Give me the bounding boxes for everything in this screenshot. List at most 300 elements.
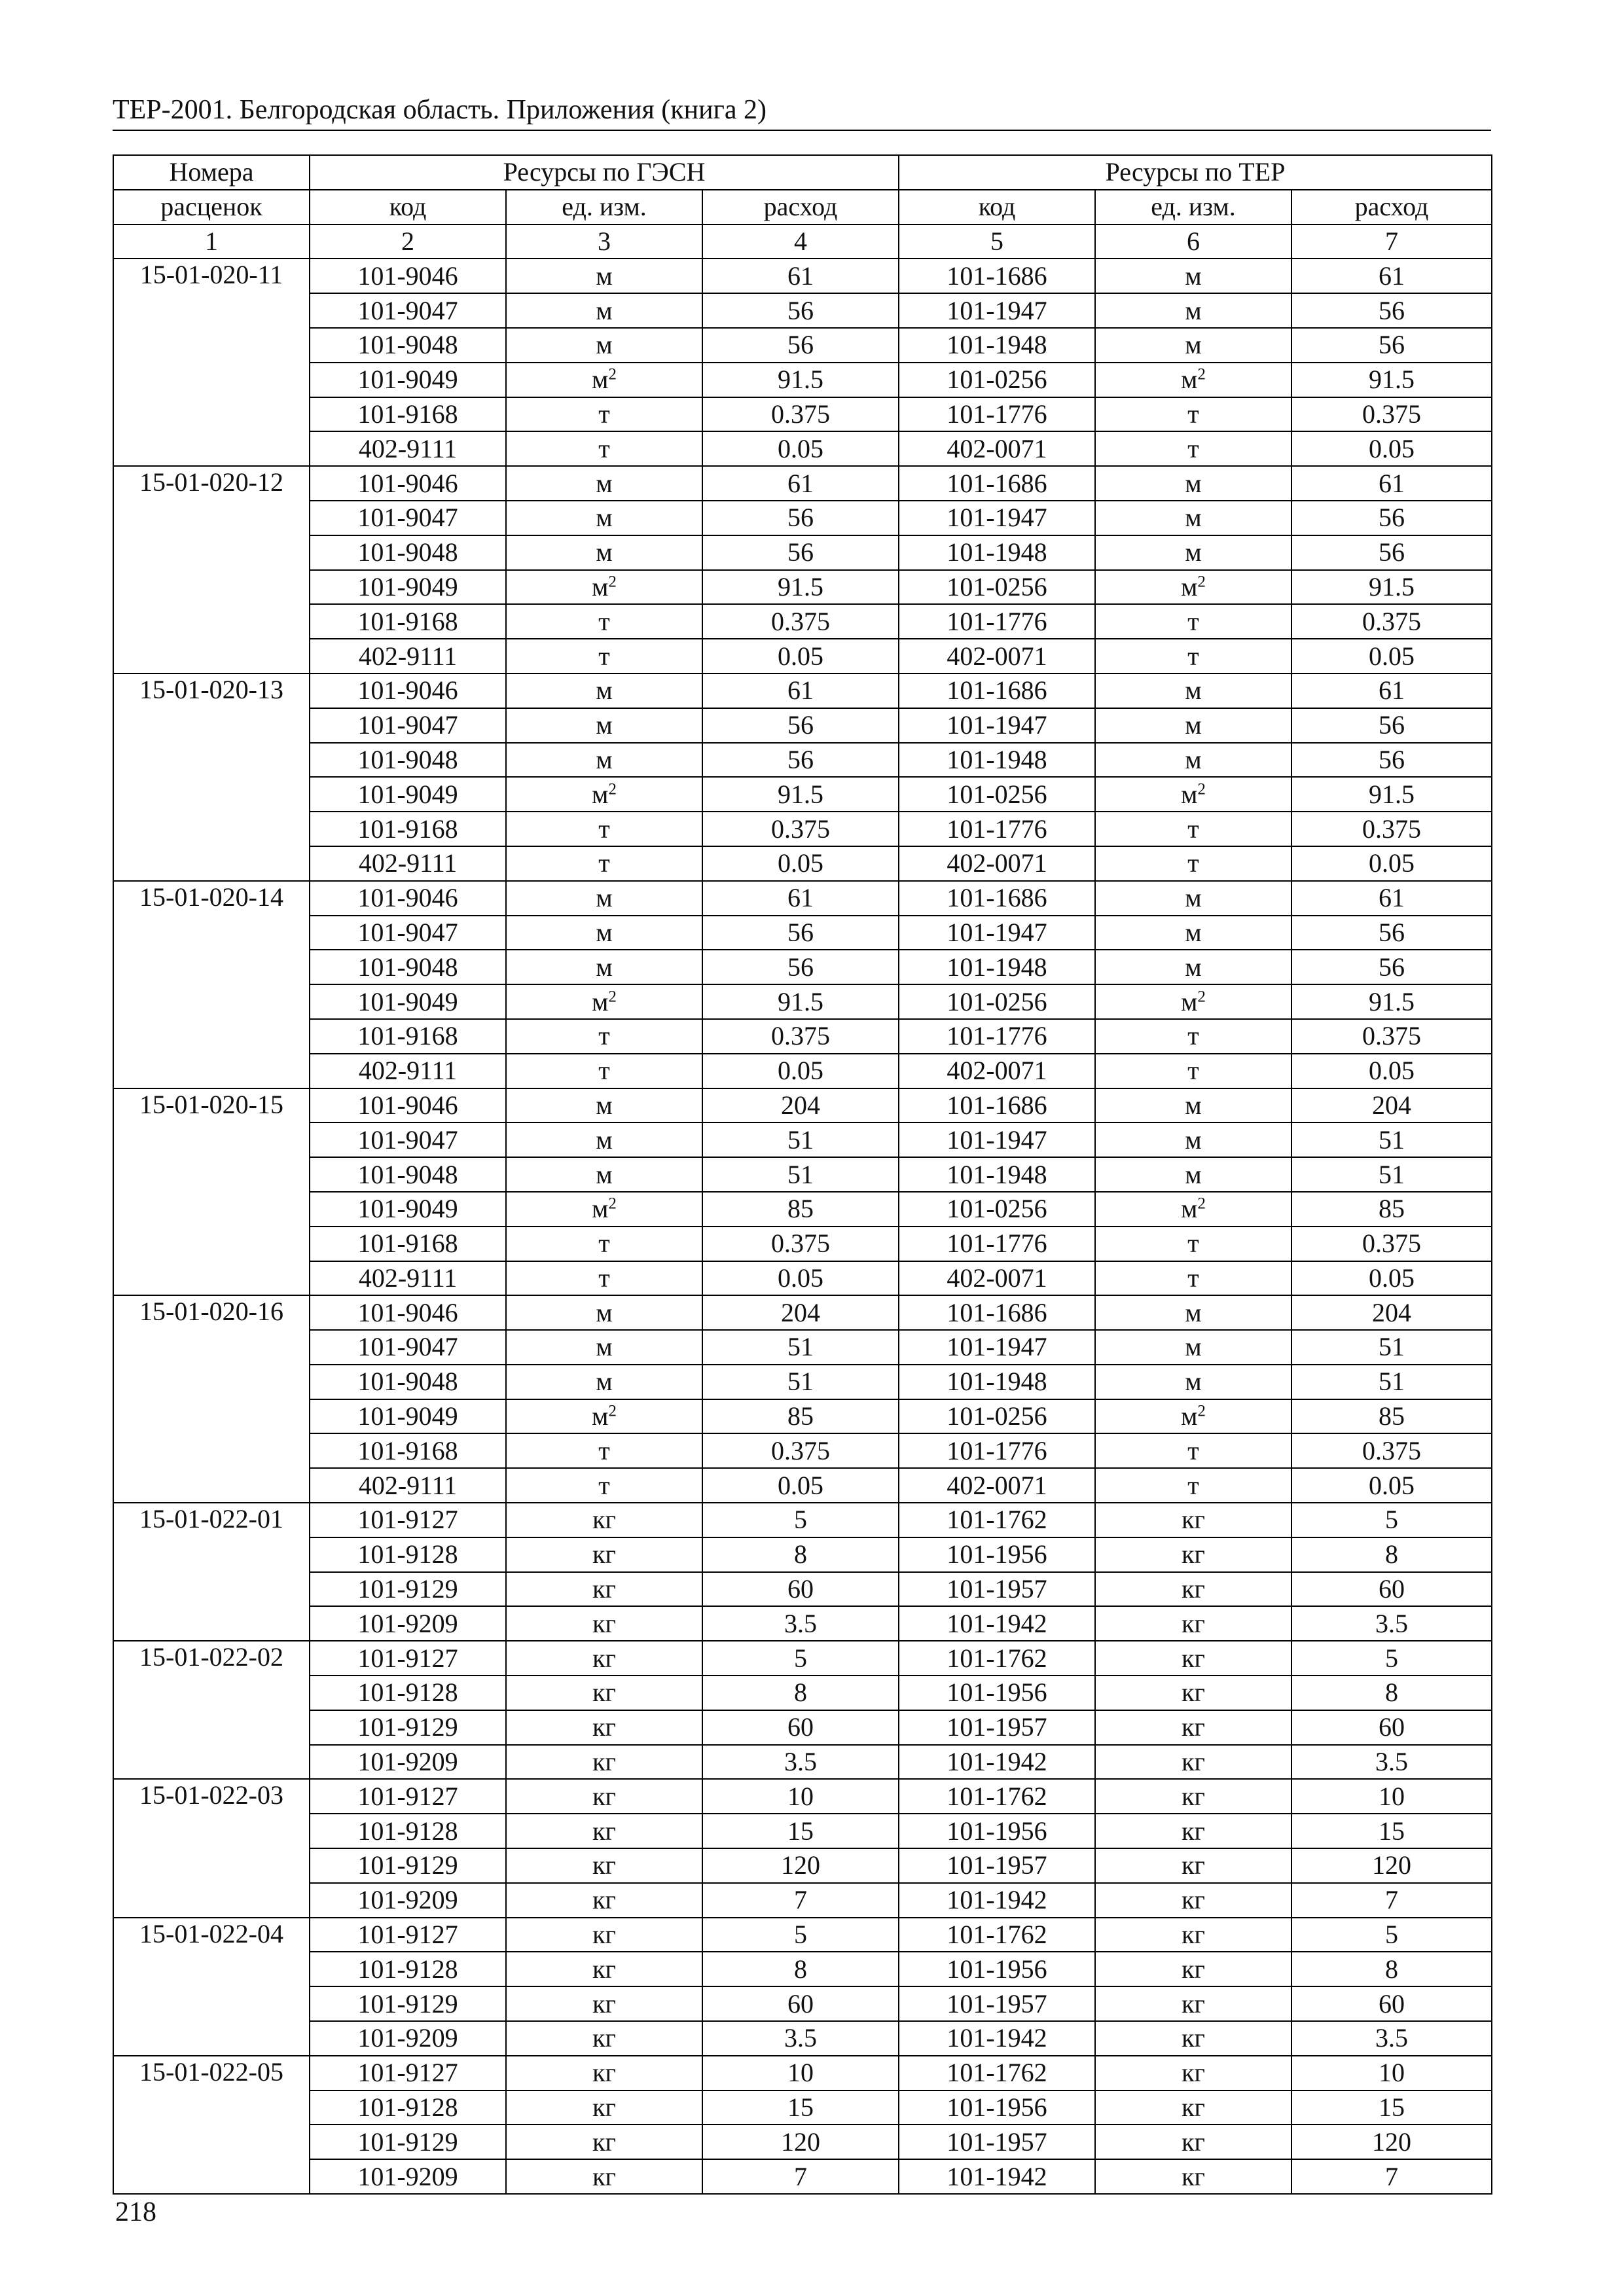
ter-unit-cell: м: [1095, 1330, 1291, 1365]
gesn-amount-cell: 61: [702, 259, 899, 293]
gesn-code-cell: 101-9168: [310, 397, 506, 432]
table-row: [113, 673, 1492, 708]
ter-unit-cell: кг: [1095, 1918, 1291, 1952]
ter-amount-cell: 0.05: [1291, 846, 1492, 881]
gesn-code-cell: 101-9049: [310, 1192, 506, 1227]
ter-amount-cell: 0.05: [1291, 1054, 1492, 1088]
ter-unit-cell: кг: [1095, 2021, 1291, 2056]
table-row: [113, 812, 1492, 846]
ter-code-cell: 101-0256: [899, 1192, 1095, 1227]
gesn-code-cell: 101-9049: [310, 570, 506, 605]
ter-code-cell: 101-1762: [899, 1641, 1095, 1676]
gesn-code-cell: 101-9046: [310, 881, 506, 916]
ter-amount-cell: 61: [1291, 259, 1492, 293]
ter-unit-cell: кг: [1095, 1606, 1291, 1641]
gesn-amount-cell: 0.05: [702, 1054, 899, 1088]
gesn-amount-cell: 91.5: [702, 984, 899, 1019]
ter-code-cell: 101-1942: [899, 1606, 1095, 1641]
gesn-unit-cell: м: [506, 916, 702, 950]
ter-amount-cell: 51: [1291, 1365, 1492, 1399]
header-gesn: Ресурсы по ГЭСН: [310, 155, 899, 190]
gesn-code-cell: 101-9047: [310, 293, 506, 328]
ter-code-cell: 101-1942: [899, 1745, 1095, 1780]
table-row: [113, 1883, 1492, 1918]
gesn-code-cell: 402-9111: [310, 431, 506, 466]
ter-unit-cell: м: [1095, 466, 1291, 501]
ter-unit-cell: т: [1095, 604, 1291, 639]
table-row: [113, 916, 1492, 950]
gesn-unit-cell: м: [506, 466, 702, 501]
gesn-unit-cell: т: [506, 1019, 702, 1054]
ter-code-cell: 101-1686: [899, 466, 1095, 501]
gesn-unit-cell: т: [506, 1433, 702, 1468]
gesn-amount-cell: 0.05: [702, 846, 899, 881]
ter-unit-cell: т: [1095, 1468, 1291, 1503]
ter-amount-cell: 56: [1291, 328, 1492, 363]
gesn-code-cell: 101-9209: [310, 1745, 506, 1780]
gesn-unit-cell: $м^2$: [506, 984, 702, 1019]
ter-unit-cell: м: [1095, 1295, 1291, 1330]
gesn-amount-cell: 3.5: [702, 2021, 899, 2056]
gesn-code-cell: 101-9129: [310, 1848, 506, 1883]
ter-unit-cell: кг: [1095, 2125, 1291, 2159]
ter-code-cell: 101-1776: [899, 397, 1095, 432]
ter-code-cell: 101-1762: [899, 1779, 1095, 1814]
gesn-code-cell: 101-9048: [310, 743, 506, 778]
gesn-unit-cell: кг: [506, 1745, 702, 1780]
gesn-code-cell: 101-9128: [310, 2090, 506, 2125]
gesn-unit-cell: м: [506, 501, 702, 535]
ter-unit-cell: $м^2$: [1095, 984, 1291, 1019]
table-row: [113, 1122, 1492, 1157]
header-rascenok: расценок: [113, 190, 310, 224]
ter-amount-cell: 60: [1291, 1986, 1492, 2021]
header-ter: Ресурсы по ТЕР: [899, 155, 1492, 190]
gesn-code-cell: 101-9049: [310, 777, 506, 812]
table-row: [113, 1814, 1492, 1848]
ter-amount-cell: 85: [1291, 1192, 1492, 1227]
ter-amount-cell: 7: [1291, 2159, 1492, 2194]
ter-code-cell: 101-1948: [899, 328, 1095, 363]
ter-amount-cell: 0.05: [1291, 1261, 1492, 1296]
table-row: [113, 1986, 1492, 2021]
table-row: [113, 1641, 1492, 1676]
gesn-amount-cell: 204: [702, 1088, 899, 1123]
ter-code-cell: 101-1957: [899, 1848, 1095, 1883]
ter-amount-cell: 60: [1291, 1710, 1492, 1745]
gesn-amount-cell: 61: [702, 466, 899, 501]
gesn-unit-cell: м: [506, 259, 702, 293]
gesn-amount-cell: 56: [702, 535, 899, 570]
gesn-amount-cell: 10: [702, 1779, 899, 1814]
gesn-unit-cell: кг: [506, 1503, 702, 1537]
gesn-amount-cell: 51: [702, 1157, 899, 1192]
ter-unit-cell: кг: [1095, 1710, 1291, 1745]
table-row: [113, 2021, 1492, 2056]
gesn-amount-cell: 85: [702, 1192, 899, 1227]
gesn-amount-cell: 85: [702, 1399, 899, 1434]
ter-code-cell: 101-1947: [899, 501, 1095, 535]
ter-amount-cell: 10: [1291, 1779, 1492, 1814]
gesn-amount-cell: 0.375: [702, 604, 899, 639]
ter-code-cell: 101-1956: [899, 1814, 1095, 1848]
ter-amount-cell: 91.5: [1291, 570, 1492, 605]
ter-amount-cell: 0.375: [1291, 812, 1492, 846]
table-row: [113, 2056, 1492, 2090]
ter-code-cell: 402-0071: [899, 431, 1095, 466]
ter-unit-cell: $м^2$: [1095, 1399, 1291, 1434]
table-row: [113, 1572, 1492, 1607]
ter-amount-cell: 56: [1291, 708, 1492, 743]
ter-unit-cell: м: [1095, 708, 1291, 743]
gesn-code-cell: 101-9209: [310, 2021, 506, 2056]
ter-unit-cell: кг: [1095, 2056, 1291, 2090]
gesn-unit-cell: м: [506, 950, 702, 984]
table-row: [113, 1503, 1492, 1537]
ter-code-cell: 402-0071: [899, 1468, 1095, 1503]
gesn-amount-cell: 91.5: [702, 570, 899, 605]
gesn-unit-cell: т: [506, 604, 702, 639]
header-rashod: расход: [1291, 190, 1492, 224]
ter-code-cell: 101-1686: [899, 881, 1095, 916]
ter-unit-cell: м: [1095, 328, 1291, 363]
table-row: [113, 363, 1492, 397]
gesn-code-cell: 101-9168: [310, 1019, 506, 1054]
gesn-code-cell: 101-9046: [310, 1295, 506, 1330]
ter-amount-cell: 0.375: [1291, 1019, 1492, 1054]
ter-code-cell: 101-1948: [899, 535, 1095, 570]
gesn-unit-cell: $м^2$: [506, 363, 702, 397]
gesn-amount-cell: 0.05: [702, 639, 899, 673]
table-row: [113, 1365, 1492, 1399]
gesn-amount-cell: 51: [702, 1122, 899, 1157]
gesn-code-cell: 101-9127: [310, 1641, 506, 1676]
gesn-unit-cell: м: [506, 1088, 702, 1123]
ter-unit-cell: т: [1095, 431, 1291, 466]
ter-code-cell: 101-1957: [899, 1572, 1095, 1607]
table-row: [113, 501, 1492, 535]
gesn-amount-cell: 61: [702, 673, 899, 708]
ter-unit-cell: м: [1095, 1088, 1291, 1123]
ter-code-cell: 101-1957: [899, 1986, 1095, 2021]
ter-code-cell: 101-1948: [899, 950, 1095, 984]
ter-unit-cell: кг: [1095, 1814, 1291, 1848]
ter-code-cell: 101-1686: [899, 1088, 1095, 1123]
ter-code-cell: 101-1776: [899, 604, 1095, 639]
gesn-code-cell: 101-9047: [310, 916, 506, 950]
table-row: [113, 881, 1492, 916]
ter-amount-cell: 120: [1291, 1848, 1492, 1883]
page-number: 218: [115, 2197, 156, 2227]
column-number: 3: [506, 224, 702, 259]
table-row: [113, 1848, 1492, 1883]
gesn-unit-cell: т: [506, 1468, 702, 1503]
ter-code-cell: 101-1942: [899, 2159, 1095, 2194]
ter-unit-cell: кг: [1095, 1641, 1291, 1676]
ter-amount-cell: 61: [1291, 881, 1492, 916]
ter-amount-cell: 0.375: [1291, 1433, 1492, 1468]
ter-unit-cell: м: [1095, 881, 1291, 916]
column-number: 4: [702, 224, 899, 259]
gesn-code-cell: 101-9168: [310, 1227, 506, 1261]
ter-unit-cell: $м^2$: [1095, 570, 1291, 605]
gesn-amount-cell: 56: [702, 950, 899, 984]
gesn-unit-cell: кг: [506, 2159, 702, 2194]
gesn-unit-cell: кг: [506, 1676, 702, 1710]
ter-unit-cell: м: [1095, 259, 1291, 293]
ter-code-cell: 101-0256: [899, 1399, 1095, 1434]
gesn-code-cell: 101-9127: [310, 1779, 506, 1814]
ter-code-cell: 101-1957: [899, 1710, 1095, 1745]
ter-code-cell: 101-1776: [899, 1227, 1095, 1261]
ter-amount-cell: 0.375: [1291, 604, 1492, 639]
ter-amount-cell: 0.375: [1291, 397, 1492, 432]
gesn-amount-cell: 61: [702, 881, 899, 916]
table-row: [113, 1433, 1492, 1468]
ter-amount-cell: 15: [1291, 2090, 1492, 2125]
ter-code-cell: 402-0071: [899, 639, 1095, 673]
ter-code-cell: 101-1947: [899, 1122, 1095, 1157]
table-row: [113, 1261, 1492, 1296]
ter-code-cell: 101-1762: [899, 1918, 1095, 1952]
ter-amount-cell: 61: [1291, 673, 1492, 708]
ter-amount-cell: 85: [1291, 1399, 1492, 1434]
table-row: [113, 2125, 1492, 2159]
table-row: [113, 950, 1492, 984]
ter-code-cell: 101-0256: [899, 570, 1095, 605]
gesn-amount-cell: 91.5: [702, 363, 899, 397]
gesn-unit-cell: кг: [506, 2090, 702, 2125]
gesn-code-cell: 101-9048: [310, 535, 506, 570]
gesn-unit-cell: т: [506, 812, 702, 846]
gesn-amount-cell: 5: [702, 1641, 899, 1676]
header-ed: ед. изм.: [506, 190, 702, 224]
gesn-unit-cell: кг: [506, 1606, 702, 1641]
ter-amount-cell: 56: [1291, 501, 1492, 535]
ter-code-cell: 101-1948: [899, 1365, 1095, 1399]
ter-unit-cell: кг: [1095, 1986, 1291, 2021]
table-row: [113, 431, 1492, 466]
gesn-unit-cell: $м^2$: [506, 570, 702, 605]
gesn-amount-cell: 0.05: [702, 1468, 899, 1503]
header-row-2: [113, 190, 1492, 224]
ter-code-cell: 101-1686: [899, 259, 1095, 293]
table-row: [113, 1227, 1492, 1261]
gesn-unit-cell: кг: [506, 2056, 702, 2090]
gesn-code-cell: 101-9127: [310, 1918, 506, 1952]
table-row: [113, 777, 1492, 812]
gesn-amount-cell: 7: [702, 1883, 899, 1918]
ter-unit-cell: кг: [1095, 1676, 1291, 1710]
table-row: [113, 570, 1492, 605]
ter-unit-cell: кг: [1095, 1745, 1291, 1780]
ter-amount-cell: 5: [1291, 1641, 1492, 1676]
ter-code-cell: 101-1947: [899, 916, 1095, 950]
rate-number-cell: 15-01-020-15: [113, 1088, 310, 1296]
ter-unit-cell: м: [1095, 673, 1291, 708]
resources-table: [113, 154, 1492, 2195]
gesn-unit-cell: м: [506, 1157, 702, 1192]
gesn-code-cell: 402-9111: [310, 1261, 506, 1296]
header-nomera: Номера: [113, 155, 310, 190]
gesn-code-cell: 101-9047: [310, 1330, 506, 1365]
column-number-row: [113, 224, 1492, 259]
ter-unit-cell: т: [1095, 1054, 1291, 1088]
gesn-code-cell: 101-9047: [310, 501, 506, 535]
rate-number-cell: 15-01-020-12: [113, 466, 310, 673]
gesn-code-cell: 101-9129: [310, 2125, 506, 2159]
column-number: 2: [310, 224, 506, 259]
table-row: [113, 1157, 1492, 1192]
gesn-unit-cell: кг: [506, 1918, 702, 1952]
gesn-unit-cell: $м^2$: [506, 1399, 702, 1434]
gesn-code-cell: 402-9111: [310, 639, 506, 673]
ter-unit-cell: м: [1095, 743, 1291, 778]
ter-unit-cell: кг: [1095, 2159, 1291, 2194]
ter-unit-cell: т: [1095, 1261, 1291, 1296]
gesn-amount-cell: 15: [702, 1814, 899, 1848]
gesn-unit-cell: кг: [506, 1952, 702, 1986]
ter-amount-cell: 0.05: [1291, 431, 1492, 466]
table-row: [113, 1710, 1492, 1745]
ter-code-cell: 101-1948: [899, 743, 1095, 778]
gesn-amount-cell: 15: [702, 2090, 899, 2125]
ter-amount-cell: 0.05: [1291, 639, 1492, 673]
table-row: [113, 1745, 1492, 1780]
ter-amount-cell: 51: [1291, 1157, 1492, 1192]
gesn-code-cell: 101-9128: [310, 1537, 506, 1572]
ter-unit-cell: м: [1095, 950, 1291, 984]
gesn-unit-cell: т: [506, 1261, 702, 1296]
gesn-amount-cell: 51: [702, 1365, 899, 1399]
gesn-unit-cell: кг: [506, 2125, 702, 2159]
rate-number-cell: 15-01-020-11: [113, 259, 310, 466]
gesn-amount-cell: 7: [702, 2159, 899, 2194]
gesn-amount-cell: 60: [702, 1986, 899, 2021]
gesn-amount-cell: 8: [702, 1537, 899, 1572]
ter-unit-cell: т: [1095, 397, 1291, 432]
gesn-code-cell: 101-9129: [310, 1572, 506, 1607]
gesn-code-cell: 101-9048: [310, 1157, 506, 1192]
gesn-code-cell: 101-9127: [310, 1503, 506, 1537]
table-row: [113, 466, 1492, 501]
table-row: [113, 1295, 1492, 1330]
ter-amount-cell: 204: [1291, 1088, 1492, 1123]
table-row: [113, 1537, 1492, 1572]
gesn-code-cell: 101-9209: [310, 2159, 506, 2194]
ter-unit-cell: м: [1095, 916, 1291, 950]
ter-amount-cell: 56: [1291, 293, 1492, 328]
ter-amount-cell: 8: [1291, 1952, 1492, 1986]
gesn-unit-cell: м: [506, 293, 702, 328]
gesn-code-cell: 101-9048: [310, 328, 506, 363]
gesn-unit-cell: м: [506, 673, 702, 708]
gesn-code-cell: 101-9168: [310, 812, 506, 846]
gesn-unit-cell: м: [506, 535, 702, 570]
ter-amount-cell: 91.5: [1291, 777, 1492, 812]
ter-amount-cell: 56: [1291, 950, 1492, 984]
table-row: [113, 1399, 1492, 1434]
ter-amount-cell: 8: [1291, 1676, 1492, 1710]
rate-number-cell: 15-01-020-13: [113, 673, 310, 881]
ter-amount-cell: 5: [1291, 1503, 1492, 1537]
ter-amount-cell: 204: [1291, 1295, 1492, 1330]
gesn-amount-cell: 0.375: [702, 1227, 899, 1261]
ter-unit-cell: $м^2$: [1095, 363, 1291, 397]
gesn-amount-cell: 51: [702, 1330, 899, 1365]
table-row: [113, 1330, 1492, 1365]
ter-amount-cell: 10: [1291, 2056, 1492, 2090]
gesn-code-cell: 101-9048: [310, 1365, 506, 1399]
gesn-amount-cell: 5: [702, 1918, 899, 1952]
header-ed: ед. изм.: [1095, 190, 1291, 224]
ter-unit-cell: т: [1095, 639, 1291, 673]
header-row-1: [113, 155, 1492, 190]
gesn-amount-cell: 0.375: [702, 812, 899, 846]
rate-number-cell: 15-01-020-16: [113, 1295, 310, 1503]
gesn-unit-cell: м: [506, 1295, 702, 1330]
header-kod: код: [899, 190, 1095, 224]
ter-amount-cell: 3.5: [1291, 1606, 1492, 1641]
ter-unit-cell: кг: [1095, 1503, 1291, 1537]
table-row: [113, 1192, 1492, 1227]
gesn-amount-cell: 8: [702, 1952, 899, 1986]
table-row: [113, 1468, 1492, 1503]
gesn-code-cell: 101-9168: [310, 604, 506, 639]
ter-code-cell: 101-0256: [899, 984, 1095, 1019]
table-row: [113, 1088, 1492, 1123]
gesn-amount-cell: 56: [702, 708, 899, 743]
gesn-amount-cell: 5: [702, 1503, 899, 1537]
ter-amount-cell: 15: [1291, 1814, 1492, 1848]
ter-amount-cell: 5: [1291, 1918, 1492, 1952]
gesn-code-cell: 101-9047: [310, 708, 506, 743]
gesn-code-cell: 101-9127: [310, 2056, 506, 2090]
gesn-code-cell: 101-9046: [310, 673, 506, 708]
ter-amount-cell: 56: [1291, 535, 1492, 570]
gesn-unit-cell: кг: [506, 1779, 702, 1814]
table-row: [113, 2159, 1492, 2194]
ter-amount-cell: 0.375: [1291, 1227, 1492, 1261]
ter-amount-cell: 3.5: [1291, 1745, 1492, 1780]
gesn-unit-cell: т: [506, 1054, 702, 1088]
gesn-amount-cell: 56: [702, 916, 899, 950]
rate-number-cell: 15-01-022-03: [113, 1779, 310, 1917]
ter-amount-cell: 91.5: [1291, 363, 1492, 397]
table-row: [113, 1019, 1492, 1054]
ter-unit-cell: кг: [1095, 1848, 1291, 1883]
ter-unit-cell: м: [1095, 1157, 1291, 1192]
gesn-amount-cell: 56: [702, 743, 899, 778]
ter-code-cell: 402-0071: [899, 1261, 1095, 1296]
ter-code-cell: 101-1762: [899, 1503, 1095, 1537]
ter-code-cell: 101-1956: [899, 1952, 1095, 1986]
ter-unit-cell: т: [1095, 846, 1291, 881]
gesn-unit-cell: кг: [506, 2021, 702, 2056]
table-row: [113, 846, 1492, 881]
page-header: [113, 93, 1491, 131]
gesn-amount-cell: 3.5: [702, 1745, 899, 1780]
ter-amount-cell: 0.05: [1291, 1468, 1492, 1503]
table-row: [113, 1918, 1492, 1952]
ter-code-cell: 101-1686: [899, 673, 1095, 708]
gesn-code-cell: 101-9046: [310, 1088, 506, 1123]
gesn-amount-cell: 56: [702, 328, 899, 363]
column-number: 5: [899, 224, 1095, 259]
ter-code-cell: 402-0071: [899, 846, 1095, 881]
ter-code-cell: 101-1956: [899, 2090, 1095, 2125]
ter-amount-cell: 51: [1291, 1330, 1492, 1365]
